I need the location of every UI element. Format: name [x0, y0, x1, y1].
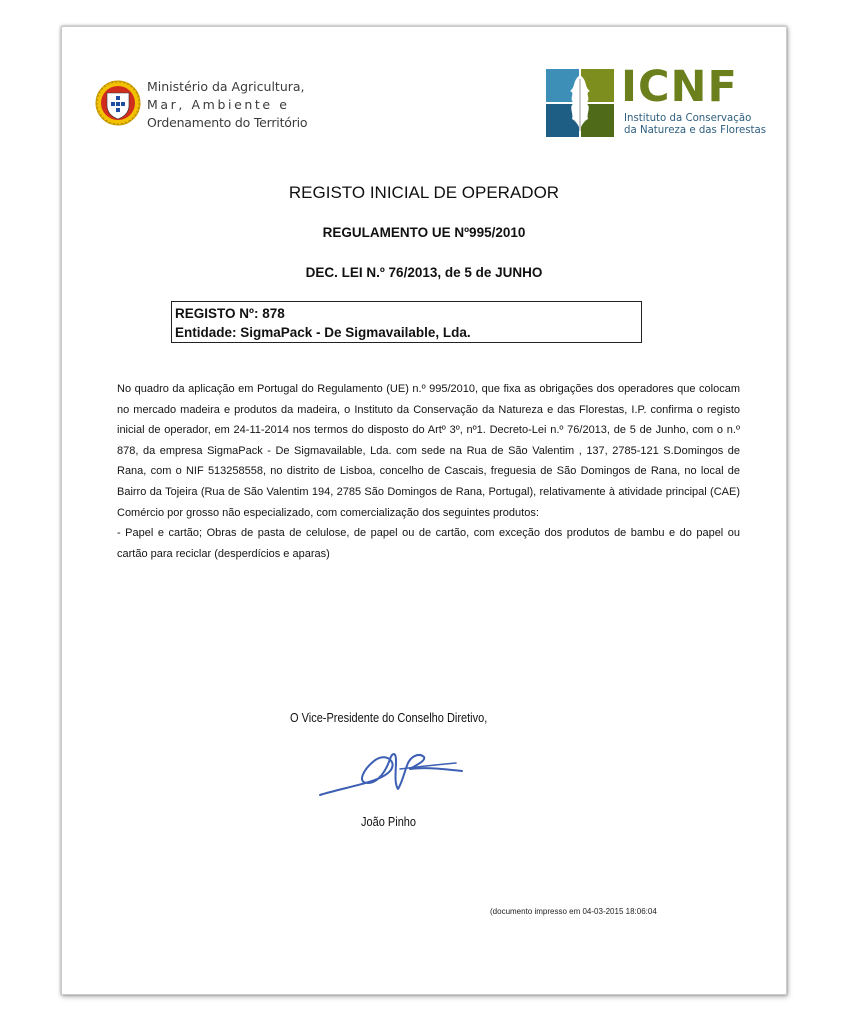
- body-paragraph: No quadro da aplicação em Portugal do Regulamento (UE) n.º 995/2010, que fixa as obrigações dos operadores que colocam no mercado madeira e produtos da madeira, o Instituto da Conservação da Natureza e das Florestas, I.P. confirma o registo inicial de operador, em 24-11-2014 nos termos do disposto do Artº 3º, nº1. Decreto-Lei n.º 76/2013, de 5 de Junho, com o n.º 878, da empresa SigmaPack - De Sigmavailable, Lda. com sede na Rua de São Valentim , 137, 2785-121 S.Domingos de Rana, com o NIF 513258558, no distrito de Lisboa, concelho de Cascais, freguesia de São Domingos de Rana, no local de Bairro da Tojeira (Rua de São Valentim 194, 2785 São Domingos de Rana, Portugal), relativamente à atividade principal (CAE) Comércio por grosso não especializado, com comercialização dos seguintes produtos:: [117, 383, 740, 519]
- registry-box: [171, 301, 642, 343]
- decree-heading: DEC. LEI N.º 76/2013, de 5 de JUNHO: [305, 265, 543, 280]
- signatory-name: João Pinho: [361, 815, 417, 829]
- icnf-sub-line-1: Instituto da Conservação: [624, 113, 752, 124]
- document-page: [61, 26, 787, 995]
- ministry-line-3: Ordenamento do Território: [147, 115, 308, 130]
- ministry-line-2: Mar, Ambiente e: [147, 97, 290, 112]
- ministry-line-1: Ministério da Agricultura,: [147, 79, 305, 94]
- ministry-name: [147, 78, 307, 132]
- signatory-role: O Vice-Presidente do Conselho Diretivo,: [290, 711, 488, 725]
- icnf-logo: [546, 62, 767, 141]
- registry-number: REGISTO Nº: 878: [175, 306, 285, 321]
- handwritten-signature: [316, 743, 466, 803]
- icnf-acronym: ICNF: [621, 62, 738, 112]
- ministry-logo: [94, 75, 324, 133]
- registry-entity: Entidade: SigmaPack - De Sigmavailable, Lda.: [175, 325, 471, 340]
- products-line: - Papel e cartão; Obras de pasta de celulose, de papel ou de cartão, com exceção dos produtos de bambu e do papel ou cartão para reciclar (desperdícios e aparas): [117, 527, 740, 560]
- regulation-heading: REGULAMENTO UE Nº995/2010: [322, 225, 526, 240]
- body-text: [117, 379, 740, 564]
- oak-leaf-icon: [546, 69, 614, 137]
- icnf-sub-line-2: da Natureza e das Florestas: [624, 125, 767, 136]
- icnf-full-name: [624, 113, 766, 137]
- print-timestamp: (documento impresso em 04-03-2015 18:06:04: [490, 907, 657, 916]
- portuguese-coat-of-arms-icon: [94, 75, 142, 131]
- document-title: REGISTO INICIAL DE OPERADOR: [288, 183, 560, 202]
